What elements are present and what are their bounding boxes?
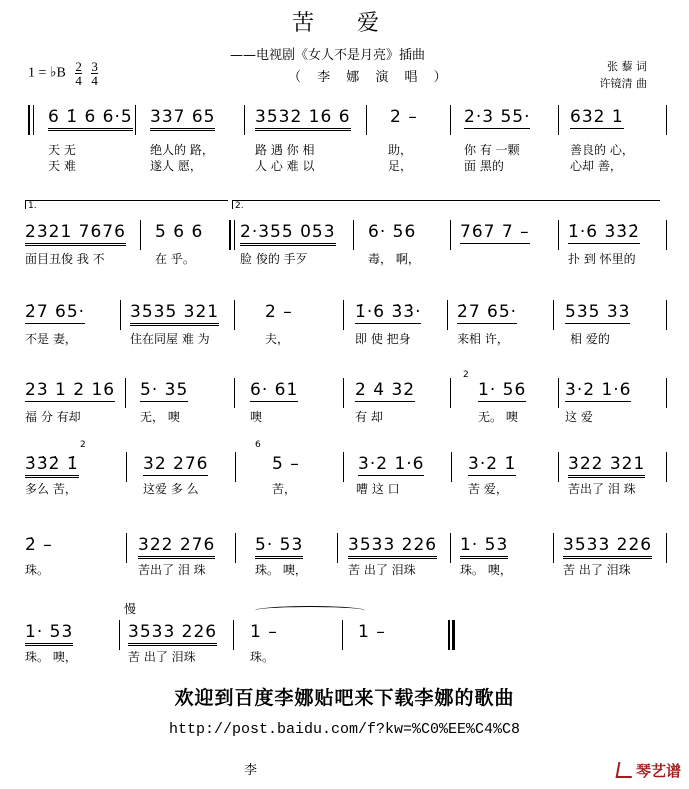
lyrics-verse-1: 苦 出了 泪珠	[563, 563, 631, 577]
measure-notes: 6· 56	[368, 222, 417, 242]
repeat-start-bar-thin	[33, 105, 34, 135]
bar-line	[666, 378, 667, 408]
bar-line	[450, 533, 451, 563]
volta-1: 1.	[25, 200, 228, 209]
bar-line	[343, 300, 344, 330]
measure-notes: 5· 53	[255, 535, 303, 559]
measure-notes: 535 33	[565, 302, 631, 322]
lyrics-verse-2: 足，	[388, 159, 413, 173]
singer-credit: （ 李 娜 演 唱 ）	[288, 70, 453, 85]
lyrics-verse-1: 即 使 把身	[355, 332, 411, 346]
measure-notes: 1 –	[358, 622, 386, 642]
lyrics-verse-1: 珠。	[25, 563, 50, 577]
lyrics-verse-1: 苦出了 泪 珠	[568, 482, 636, 496]
lyrics-verse-1: 路 遇 你 相	[255, 143, 315, 157]
lyrics-verse-1: 苦 出了 泪珠	[128, 650, 196, 664]
bar-line	[120, 300, 121, 330]
bar-line	[666, 220, 667, 250]
measure-notes: 32 276	[143, 454, 209, 474]
lyrics-verse-1: 这爱 多 么	[143, 482, 199, 496]
bar-line	[451, 452, 452, 482]
lyrics-verse-1: 扑 到 怀里的	[568, 252, 636, 266]
lyrics-verse-1: 珠。 噢，	[25, 650, 77, 664]
measure-notes: 767 7 –	[460, 222, 530, 242]
repeat-end-bar-thin	[234, 220, 235, 250]
time-signature-2: $\frac{3}{4}$	[91, 59, 98, 88]
lyrics-verse-1: 福 分 有却	[25, 410, 81, 424]
bar-line	[233, 620, 234, 650]
lyrics-verse-1: 苦 出了 泪珠	[348, 563, 416, 577]
bar-line	[353, 220, 354, 250]
lyrics-verse-1: 多么 苦，	[25, 482, 77, 496]
lyrics-verse-2: 天 难	[48, 159, 76, 173]
final-bar-thin	[448, 620, 450, 650]
lyrics-verse-1: 这 爱	[565, 410, 593, 424]
lyrics-verse-1: 助，	[388, 143, 413, 157]
bar-line	[666, 452, 667, 482]
tempo-marking: 慢	[124, 602, 137, 616]
footer-name-fragment: 李	[244, 763, 258, 778]
measure-notes: 1̇·6 3̇3̇·	[355, 302, 422, 322]
bar-line	[450, 220, 451, 250]
volta-2: 2.	[232, 200, 660, 209]
lyrics-verse-1: 有 却	[355, 410, 383, 424]
bar-line	[135, 105, 136, 135]
measure-notes: 632 1	[570, 107, 624, 127]
key-label: 1 = ♭B	[28, 65, 66, 81]
measure-notes: 5 6 6	[155, 222, 204, 242]
measure-notes: 2·3 55·	[464, 107, 531, 127]
bar-line	[235, 533, 236, 563]
measure-notes: 2321 7676	[25, 222, 126, 246]
grace-note: 2	[463, 370, 469, 380]
lyrics-verse-1: 绝人的 路，	[150, 143, 214, 157]
lyrics-verse-1: 夫，	[265, 332, 290, 346]
measure-notes: 5 –	[272, 454, 300, 474]
bar-line	[558, 220, 559, 250]
key-signature	[28, 60, 98, 87]
footer-url-link[interactable]: http://post.baidu.com/f?kw=%C0%EE%C4%C8	[168, 721, 521, 738]
bar-line	[234, 378, 235, 408]
bar-line	[140, 220, 141, 250]
bar-line	[343, 452, 344, 482]
bar-line	[343, 378, 344, 408]
site-logo[interactable]	[617, 760, 681, 781]
bar-line	[119, 620, 120, 650]
measure-notes: 322 276	[138, 535, 215, 559]
measure-notes: 3̇3̇2̇ 1̇	[25, 454, 79, 478]
repeat-end-bar	[229, 220, 231, 250]
bar-line	[126, 452, 127, 482]
lyrics-verse-2: 遂人 愿，	[150, 159, 202, 173]
measure-notes: 3·2 1·6	[565, 380, 632, 400]
measure-notes: 3·2 1̇	[468, 454, 517, 474]
lyricist-credit: 张 藜 词	[607, 60, 647, 73]
lyrics-verse-1: 珠。 噢，	[460, 563, 512, 577]
final-bar-thick	[452, 620, 455, 650]
footer-promo-text: 欢迎到百度李娜贴吧来下载李娜的歌曲	[174, 687, 515, 709]
lyrics-verse-1: 面目丑俊 我 不	[25, 252, 105, 266]
measure-notes: 2̇7 65·	[457, 302, 518, 322]
measure-notes: 2 –	[390, 107, 418, 127]
measure-notes: 1· 53	[25, 622, 73, 646]
lyrics-verse-1: 噢	[250, 410, 263, 424]
lyrics-verse-1: 苦，	[272, 482, 297, 496]
measure-notes: 1· 53	[460, 535, 508, 559]
lyrics-verse-1: 在 乎。	[155, 252, 195, 266]
measure-notes: 6· 61	[250, 380, 299, 400]
bar-line	[558, 105, 559, 135]
measure-notes: 2·355 053	[240, 222, 336, 246]
measure-notes: 3533 226	[348, 535, 437, 559]
lyrics-verse-2: 心却 善，	[570, 159, 622, 173]
lyrics-verse-1: 来相 许，	[457, 332, 509, 346]
measure-notes: 3533 226	[128, 622, 217, 646]
music-note-icon	[616, 762, 635, 778]
bar-line	[666, 533, 667, 563]
lyrics-verse-1: 天 无	[48, 143, 76, 157]
measure-notes: 322 321	[568, 454, 645, 478]
bar-line	[234, 300, 235, 330]
measure-notes: 23 1 2 16	[25, 380, 116, 400]
measure-notes: 3·2 1·6	[358, 454, 425, 474]
bar-line	[342, 620, 343, 650]
measure-notes: 3533 226	[563, 535, 652, 559]
bar-line	[558, 452, 559, 482]
grace-note: 2	[80, 440, 86, 450]
lyrics-verse-1: 脸 俊的 手歹	[240, 252, 308, 266]
measure-notes: 3535 321	[130, 302, 219, 326]
lyrics-verse-1: 无， 噢	[140, 410, 180, 424]
bar-line	[125, 378, 126, 408]
measure-notes: 6 1̇ 6 6·5	[48, 107, 133, 131]
bar-line	[558, 378, 559, 408]
measure-notes: 1 –	[250, 622, 278, 642]
bar-line	[553, 300, 554, 330]
lyrics-verse-1: 苦出了 泪 珠	[138, 563, 206, 577]
lyrics-verse-2: 人 心 难 以	[255, 159, 315, 173]
measure-notes: 337 65	[150, 107, 215, 131]
measure-notes: 1· 56	[478, 380, 527, 400]
lyrics-verse-1: 苦 爱，	[468, 482, 508, 496]
measure-notes: 1̇·6 3̇3̇2̇	[568, 222, 640, 242]
bar-line	[553, 533, 554, 563]
song-title: 苦 爱	[292, 11, 397, 36]
lyrics-verse-2: 面 黑的	[464, 159, 504, 173]
measure-notes: 2̇ –	[25, 535, 53, 555]
bar-line	[666, 300, 667, 330]
measure-notes: 3532 16 6	[255, 107, 351, 131]
grace-note: 6	[255, 440, 261, 450]
lyrics-verse-1: 珠。 噢，	[255, 563, 307, 577]
bar-line	[337, 533, 338, 563]
bar-line	[244, 105, 245, 135]
lyrics-verse-1: 住在同屋 难 为	[130, 332, 210, 346]
measure-notes: 5· 35	[140, 380, 189, 400]
lyrics-verse-1: 善良的 心，	[570, 143, 634, 157]
bar-line	[450, 105, 451, 135]
logo-text: 琴艺谱	[635, 762, 681, 780]
bar-line	[366, 105, 367, 135]
bar-line	[235, 452, 236, 482]
composer-credit: 许镜清 曲	[599, 77, 647, 90]
bar-line	[126, 533, 127, 563]
measure-notes: 2̇7 65·	[25, 302, 86, 322]
bar-line	[666, 105, 667, 135]
repeat-start-bar	[28, 105, 30, 135]
bar-line	[447, 300, 448, 330]
bar-line	[450, 378, 451, 408]
time-signature-1: $\frac{2}{4}$	[75, 59, 82, 88]
song-subtitle: ——电视剧《女人不是月亮》插曲	[230, 48, 426, 63]
measure-notes: 2 4 32	[355, 380, 416, 400]
lyrics-verse-1: 不是 妻，	[25, 332, 77, 346]
lyrics-verse-1: 无。 噢	[478, 410, 518, 424]
lyrics-verse-1: 珠。	[250, 650, 275, 664]
lyrics-verse-1: 嘈 这 口	[356, 482, 400, 496]
lyrics-verse-1: 毒， 啊，	[368, 252, 420, 266]
tie-slur	[255, 606, 365, 615]
lyrics-verse-1: 你 有 一颗	[464, 143, 520, 157]
measure-notes: 2 –	[265, 302, 293, 322]
lyrics-verse-1: 相 爱的	[570, 332, 610, 346]
